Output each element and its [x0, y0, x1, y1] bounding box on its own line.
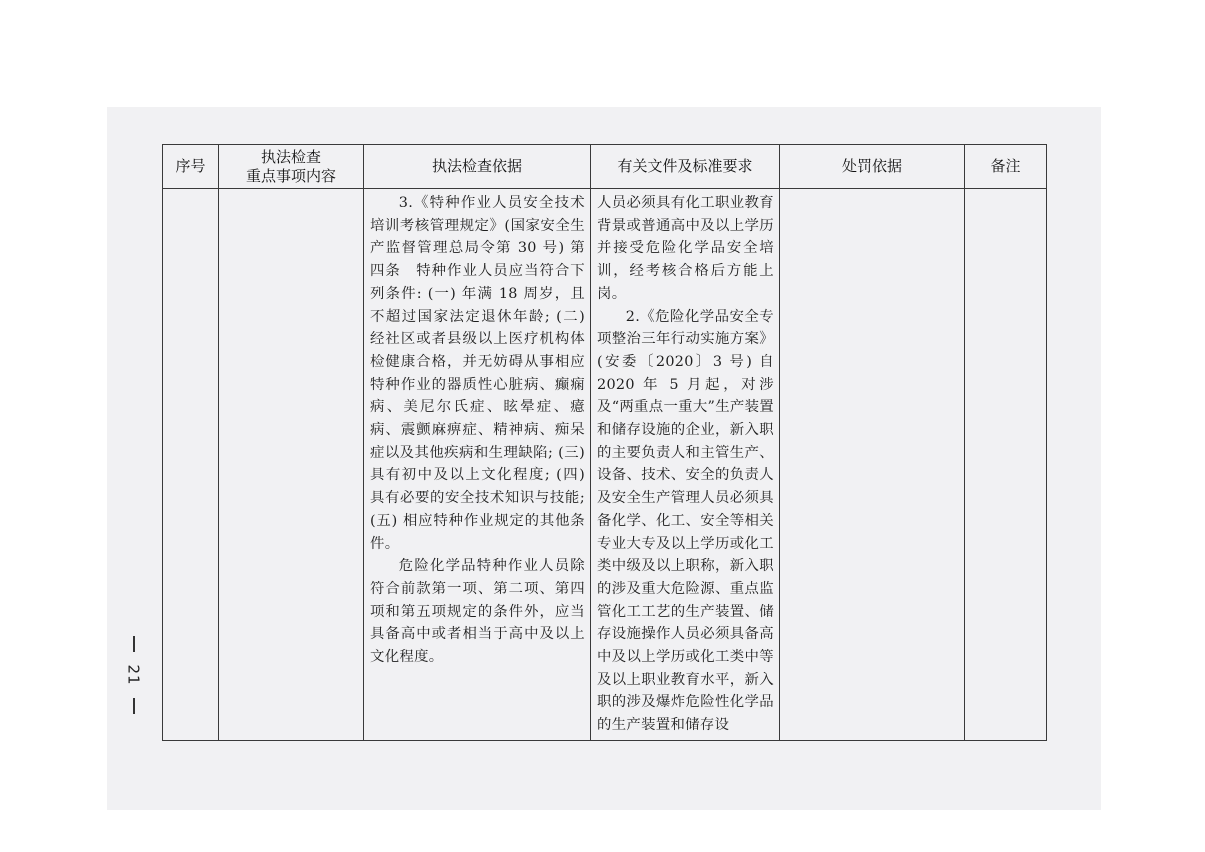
- header-key-items: [219, 145, 364, 189]
- page-number: [121, 636, 147, 726]
- header-remarks: 备注: [965, 145, 1047, 189]
- enforcement-inspection-table: [162, 144, 1047, 741]
- documents-paragraph: 2.《危险化学品安全专项整治三年行动实施方案》(安委〔2020〕3 号) 自 2020 年 5 月起，对涉及“两重点一重大”生产装置和储存设施的企业，新入职的主要负责人和主管生产、设备、技术、安全的负责人及安全生产管理人员必须具备化学、化工、安全等相关专业大专及以上学历或化工类中级及以上职称，新入职的涉及重大危险源、重点监管化工工艺的生产装置、储存设施操作人员必须具备高中及以上学历或化工类中等及以上职业教育水平，新入职的涉及爆炸危险性化学品的生产装置和储存设: [597, 308, 774, 734]
- cell-penalty-basis: [780, 189, 965, 741]
- table-row: [163, 189, 1047, 741]
- header-documents-standards: 有关文件及标准要求: [591, 145, 780, 189]
- cell-seq: [163, 189, 219, 741]
- header-penalty-basis: 处罚依据: [780, 145, 965, 189]
- documents-paragraph: 人员必须具有化工职业教育背景或普通高中及以上学历并接受危险化学品安全培训，经考核合格后方能上岗。: [597, 195, 774, 302]
- page-number-dash-bottom: [133, 698, 135, 714]
- cell-key-items: [219, 189, 364, 741]
- basis-paragraph: 危险化学品特种作业人员除符合前款第一项、第二项、第四项和第五项规定的条件外，应当具备高中或者相当于高中及以上文化程度。: [370, 558, 585, 666]
- cell-inspection-basis: [364, 189, 591, 741]
- header-key-items-line2: 重点事项内容: [245, 166, 336, 185]
- header-inspection-basis: 执法检查依据: [364, 145, 591, 189]
- cell-documents-standards: [591, 189, 780, 741]
- basis-paragraph: 3.《特种作业人员安全技术培训考核管理规定》(国家安全生产监督管理总局令第 30 号) 第四条 特种作业人员应当符合下列条件: (一) 年满 18 周岁，且不超过国家法定退休年龄; (二) 经社区或者县级以上医疗机构体检健康合格，并无妨碍从事相应特种作业的器质性心脏病、癫痫病、美尼尔氏症、眩晕症、癔病、震颤麻痹症、精神病、痴呆症以及其他疾病和生理缺陷; (三) 具有初中及以上文化程度; (四) 具有必要的安全技术知识与技能; (五) 相应特种作业规定的其他条件。: [370, 195, 585, 552]
- page-number-dash-top: [133, 636, 135, 652]
- header-key-items-line1: 执法检查: [260, 147, 321, 166]
- header-seq: 序号: [163, 145, 219, 189]
- table-header-row: [163, 145, 1047, 189]
- cell-remarks: [965, 189, 1047, 741]
- page-number-value: 21: [125, 664, 143, 686]
